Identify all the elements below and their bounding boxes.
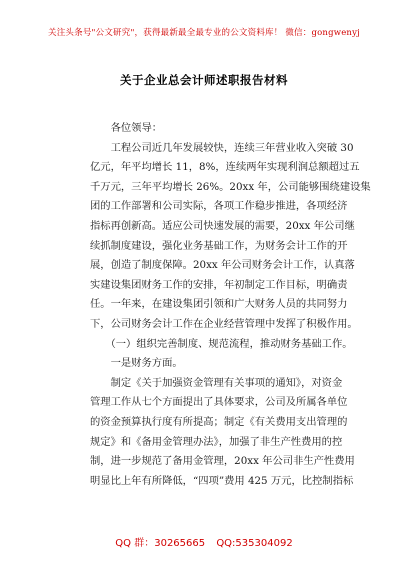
section-heading: （一）组织完善制度、规范流程，推动财务基础工作。 xyxy=(90,337,353,350)
body-line: 下，公司财务会计工作在企业经营管理中发挥了积极作用。 xyxy=(90,317,358,330)
salutation-line: 各位领导： xyxy=(90,122,163,134)
subsection-heading: 一是财务方面。 xyxy=(90,357,183,370)
footer-contact xyxy=(0,534,408,549)
body-line: 工程公司近几年发展较快，连续三年营业收入突破 30 xyxy=(90,141,354,154)
header-note: 关注头条号"公文研究"，获得最新最全最专业的公文资料库！ 微信：gongwenyj xyxy=(48,28,360,38)
body-line: 明显比上年有所降低，“四项”费用 425 万元，比控制指标 xyxy=(90,474,354,487)
body-line: 展，创造了制度保障。20xx 年公司财务会计工作，认真落 xyxy=(90,259,355,272)
body-line: 亿元，年平均增长 11，8%，连续两年实现利润总额超过五 xyxy=(90,161,360,174)
document-body xyxy=(90,119,371,491)
body-line: 指标再创新高。适应公司快速发展的需要，20xx 年公司继 xyxy=(90,219,355,232)
body-line: 千万元，三年平均增长 26%。20xx 年，公司能够围绕建设集 xyxy=(90,180,371,193)
body-line: 实建设集团财务工作的安排，年初制定工作目标，明确责 xyxy=(90,278,348,291)
body-line: 团的工作部署和公司实际，各项工作稳步推进，各项经济 xyxy=(90,200,348,213)
body-line: 的资金预算执行度有所提高；制定《有关费用支出管理的 xyxy=(90,415,348,428)
qq-number: QQ:535304092 xyxy=(216,538,293,549)
body-line: 续抓制度建设，强化业务基础工作，为财务会计工作的开 xyxy=(90,239,348,252)
body-line: 制，进一步规范了备用金管理，20xx 年公司非生产性费用 xyxy=(90,455,355,468)
body-line: 规定》和《备用金管理办法》，加强了非生产性费用的控 xyxy=(90,435,343,448)
body-line: 任。一年来，在建设集团引领和广大财务人员的共同努力 xyxy=(90,298,348,311)
body-line: 制定《关于加强资金管理有关事项的通知》，对资金 xyxy=(90,376,343,389)
qq-group: QQ 群：30265665 xyxy=(115,538,206,549)
document-title: 关于企业总会计师述职报告材料 xyxy=(120,73,288,87)
body-line: 管理工作从七个方面提出了具体要求，公司及所属各单位 xyxy=(90,396,348,409)
